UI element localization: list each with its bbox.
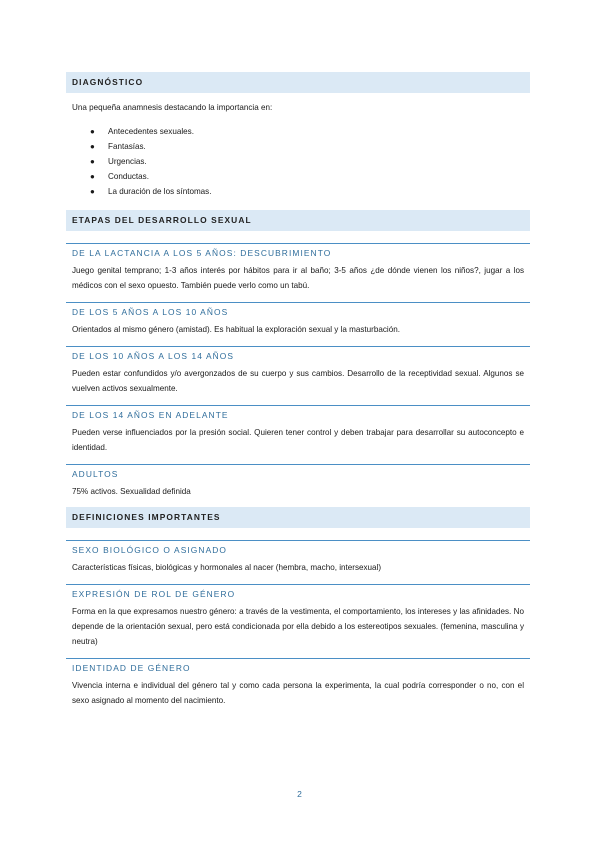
subsection-text-5-10: Orientados al mismo género (amistad). Es habitual la exploración sexual y la masturbación. [72,325,400,334]
section-heading-diagnostico: DIAGNÓSTICO [66,72,530,93]
subsection-text-10-14: Pueden estar confundidos y/o avergonzados de su cuerpo y sus cambios. Desarrollo de la receptividad sexual. Algunos se vuelven activos sexualmente. [72,369,524,393]
page-content [66,72,530,708]
subsection-heading-5-10: DE LOS 5 AÑOS A LOS 10 AÑOS [66,302,530,318]
subsection-heading-sexo-biologico: SEXO BIOLÓGICO O ASIGNADO [66,540,530,556]
subsection-heading-lactancia: DE LA LACTANCIA A LOS 5 AÑOS: DESCUBRIMIENTO [66,243,530,259]
subsection-text-adultos: 75% activos. Sexualidad definida [72,487,191,496]
section-heading-definiciones: DEFINICIONES IMPORTANTES [66,507,530,528]
subsection-text-14-plus: Pueden verse influenciados por la presión social. Quieren tener control y deben trabajar para desarrollar su autoconcepto e identidad. [72,428,524,452]
subsection-heading-expresion-rol: EXPRESIÓN DE ROL DE GÉNERO [66,584,530,600]
list-item: ● Antecedentes sexuales. [108,124,530,139]
subsection-text-lactancia: Juego genital temprano; 1-3 años interés por hábitos para ir al baño; 3-5 años ¿de dónde vienen los niños?, jugar a los médicos con el sexo opuesto. También puede verlo como un tabú. [72,266,524,290]
subsection-text-sexo-biologico: Características físicas, biológicas y hormonales al nacer (hembra, macho, intersexual) [72,563,382,572]
subsection-heading-10-14: DE LOS 10 AÑOS A LOS 14 AÑOS [66,346,530,362]
subsection-heading-adultos: ADULTOS [66,464,530,480]
diagnostico-intro: Una pequeña anamnesis destacando la importancia en: [72,103,273,112]
subsection-heading-14-plus: DE LOS 14 AÑOS EN ADELANTE [66,405,530,421]
list-item: ● Conductas. [108,169,530,184]
subsection-text-identidad: Vivencia interna e individual del género tal y como cada persona la experimenta, la cual podría corresponder o no, con el sexo asignado al momento del nacimiento. [72,681,524,705]
list-item: ● Urgencias. [108,154,530,169]
subsection-heading-identidad: IDENTIDAD DE GÉNERO [66,658,530,674]
section-heading-etapas: ETAPAS DEL DESARROLLO SEXUAL [66,210,530,231]
list-item: ● Fantasías. [108,139,530,154]
bullet-icon: ● [90,142,95,151]
bullet-icon: ● [90,187,95,196]
bullet-icon: ● [90,172,95,181]
list-item: ● La duración de los síntomas. [108,184,530,199]
diagnostico-list [66,124,530,199]
subsection-text-expresion-rol: Forma en la que expresamos nuestro género: a través de la vestimenta, el comportamiento, los intereses y las afinidades. No depende de la orientación sexual, pero está condicionada por ella debido a los estereotipos sexuales. (femenina, masculina y neutra) [72,607,524,646]
page-number: 2 [297,789,302,799]
bullet-icon: ● [90,157,95,166]
bullet-icon: ● [90,127,95,136]
